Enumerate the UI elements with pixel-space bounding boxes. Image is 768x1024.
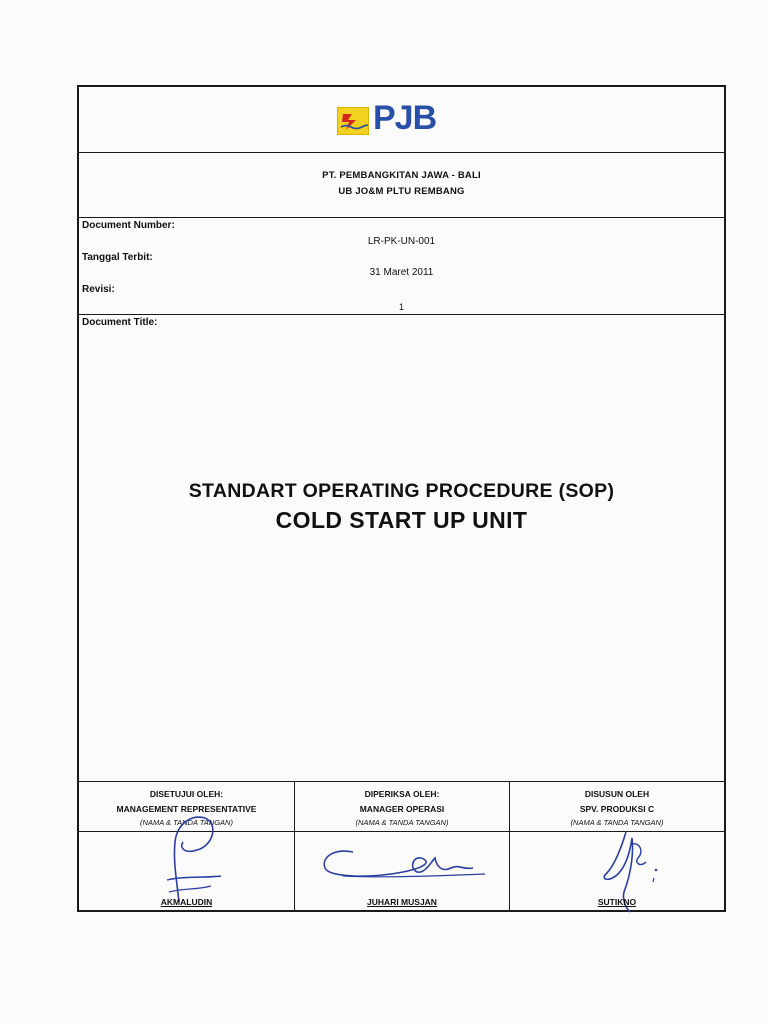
title-section <box>79 315 724 782</box>
preparer-heading: DISUSUN OLEH <box>584 789 650 799</box>
preparer-name: SUTIKNO <box>597 897 637 907</box>
approver-role: MANAGEMENT REPRESENTATIVE <box>116 804 257 814</box>
company-logo <box>337 99 457 139</box>
date-label: Tanggal Terbit: <box>82 252 153 263</box>
approval-section <box>79 782 724 910</box>
revision-label: Revisi: <box>82 284 115 295</box>
reviewer-note: (NAMA & TANDA TANGAN) <box>355 818 449 827</box>
company-name: PT. PEMBANGKITAN JAWA - BALI <box>322 170 481 181</box>
approver-column <box>79 782 295 910</box>
reviewer-signature <box>313 844 493 890</box>
document-frame <box>77 85 726 912</box>
reviewer-heading: DIPERIKSA OLEH: <box>364 789 440 799</box>
doc-number-label: Document Number: <box>82 220 175 231</box>
revision-value: 1 <box>398 302 404 312</box>
reviewer-role: MANAGER OPERASI <box>359 804 445 814</box>
approver-note: (NAMA & TANDA TANGAN) <box>140 818 233 827</box>
doc-title-label: Document Title: <box>82 317 158 328</box>
approver-name: AKMALUDIN <box>160 897 213 907</box>
reviewer-column <box>295 782 510 910</box>
logo-section <box>79 87 724 153</box>
logo-text: PJB <box>373 99 437 137</box>
unit-name: UB JO&M PLTU REMBANG <box>338 186 465 197</box>
document-title-line1: STANDART OPERATING PROCEDURE (SOP) <box>188 480 615 502</box>
company-section <box>79 153 724 218</box>
lightning-emblem-icon <box>337 107 369 135</box>
preparer-column <box>510 782 724 910</box>
preparer-role: SPV. PRODUKSI C <box>579 804 655 814</box>
reviewer-name: JUHARI MUSJAN <box>367 897 437 907</box>
approver-signature <box>139 802 229 907</box>
preparer-note: (NAMA & TANDA TANGAN) <box>570 818 664 827</box>
approver-heading: DISETUJUI OLEH: <box>149 789 224 799</box>
document-title-line2: COLD START UP UNIT <box>275 507 528 533</box>
doc-number-value: LR-PK-UN-001 <box>367 236 436 247</box>
date-value: 31 Maret 2011 <box>369 267 434 278</box>
document-meta <box>79 218 724 315</box>
